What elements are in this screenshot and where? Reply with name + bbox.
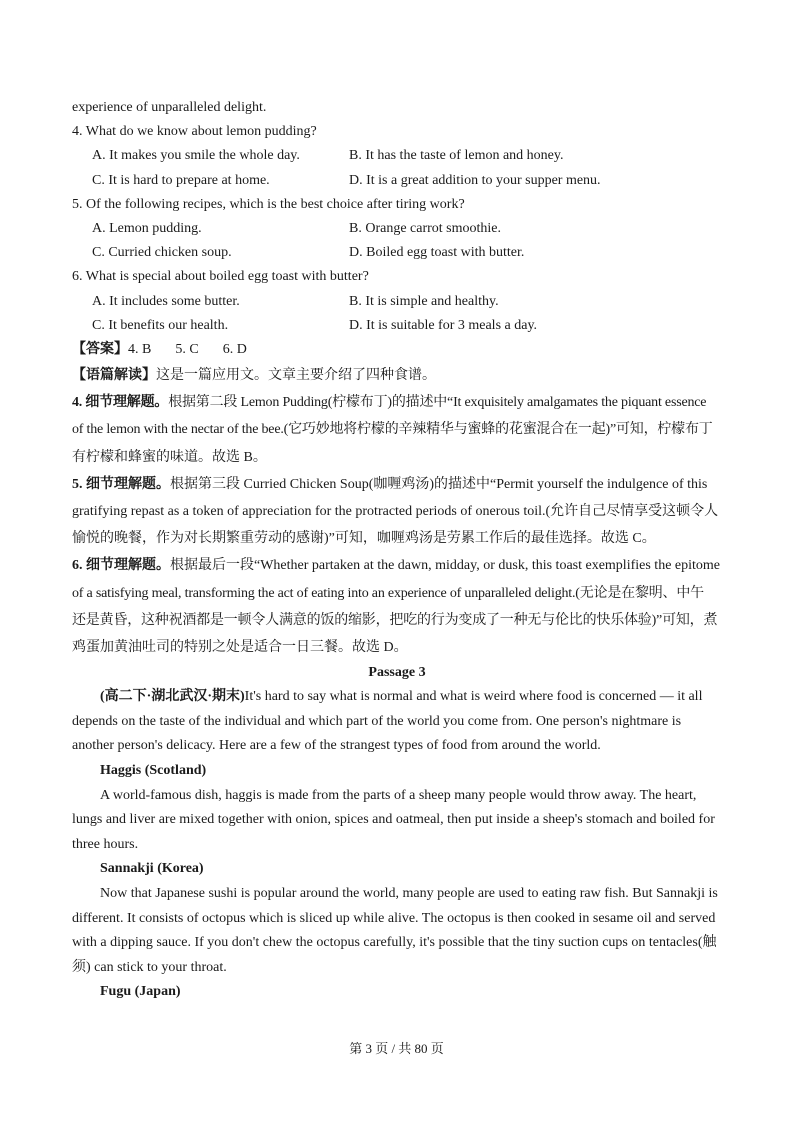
passage-text: another person's delicacy. Here are a few of the strangest types of food from around the world.	[72, 738, 601, 754]
option-b: B. Orange carrot smoothie.	[349, 221, 502, 237]
section-haggis	[72, 759, 722, 857]
section-text: A world-famous dish, haggis is made from the parts of a sheep many people would throw away. The heart,	[100, 787, 697, 803]
option-a: A. It includes some butter.	[92, 293, 240, 309]
option-d: D. It is suitable for 3 meals a day.	[349, 317, 538, 333]
explanation-label: 6. 细节理解题。	[72, 558, 170, 574]
section-heading: Haggis (Scotland)	[100, 763, 207, 779]
passage-title: Passage 3	[368, 665, 426, 681]
explanation-text: gratifying repast as a token of appreciation for the protracted periods of onerous toil.(允许自己尽情享受这顿令人	[72, 504, 719, 520]
explanation-label: 4. 细节理解题。	[72, 395, 169, 411]
passage-source: (高二下·湖北武汉·期末)	[100, 689, 245, 705]
option-c: C. It is hard to prepare at home.	[92, 172, 270, 188]
option-d: D. Boiled egg toast with butter.	[349, 245, 525, 261]
section-sannakji	[72, 857, 722, 980]
option-c: C. It benefits our health.	[92, 317, 229, 333]
question-5	[72, 193, 722, 266]
explanation-text: 还是黄昏，这种祝酒都是一顿令人满意的饭的缩影，把吃的行为变成了一种无与伦比的快乐体验)”可知，煮	[72, 612, 718, 628]
option-b: B. It is simple and healthy.	[349, 293, 499, 309]
section-text: 须) can stick to your throat.	[72, 959, 227, 975]
analysis-text: 这是一篇应用文。文章主要介绍了四种食谱。	[156, 368, 436, 384]
answer-line	[72, 338, 722, 362]
lead-line: experience of unparalleled delight.	[72, 100, 267, 115]
answer-label: 【答案】	[72, 342, 128, 358]
answer-value: 4. B	[128, 342, 152, 358]
question-6	[72, 265, 722, 338]
option-d: D. It is a great addition to your supper menu.	[349, 172, 601, 188]
explanation-text: of the lemon with the nectar of the bee.(它巧妙地将柠檬的辛辣精华与蜜蜂的花蜜混合在一起)”可知，柠檬布丁	[72, 422, 713, 438]
option-b: B. It has the taste of lemon and honey.	[349, 148, 564, 164]
section-text: with a dipping sauce. If you don't chew the octopus carefully, it's possible that the tiny suction cups on tentacles(触	[72, 935, 717, 951]
section-heading: Sannakji (Korea)	[100, 861, 204, 877]
explanation-text: 根据最后一段“Whether partaken at the dawn, midday, or dusk, this toast exemplifies the epitome	[170, 558, 721, 574]
explanation-6	[72, 552, 722, 661]
section-heading: Fugu (Japan)	[100, 984, 181, 1000]
analysis-line	[72, 362, 722, 389]
section-fugu	[72, 980, 722, 1005]
option-a: A. It makes you smile the whole day.	[92, 148, 300, 164]
document-page	[72, 96, 722, 1005]
explanation-5	[72, 471, 722, 553]
option-a: A. Lemon pudding.	[92, 221, 202, 237]
section-text: three hours.	[72, 836, 139, 852]
analysis-label: 【语篇解读】	[72, 368, 156, 384]
question-4	[72, 120, 722, 193]
section-text: Now that Japanese sushi is popular around the world, many people are used to eating raw fish. But Sannakji is	[100, 886, 718, 902]
explanation-text: 愉悦的晚餐，作为对长期繁重劳动的感谢)”可知，咖喱鸡汤是劳累工作后的最佳选择。故选 C。	[72, 531, 656, 547]
explanation-text: of a satisfying meal, transforming the act of eating into an experience of unparalleled delight.(无论是在黎明、中午	[72, 585, 704, 601]
passage-text: depends on the taste of the individual and which part of the world you come from. One person's nightmare is	[72, 713, 682, 729]
option-c: C. Curried chicken soup.	[92, 245, 232, 261]
question-stem: 6. What is special about boiled egg toast with butter?	[72, 269, 369, 285]
passage-intro	[72, 685, 722, 759]
explanation-text: 根据第二段 Lemon Pudding(柠檬布丁)的描述中“It exquisitely amalgamates the piquant essence	[168, 395, 707, 411]
explanation-text: 鸡蛋加黄油吐司的特别之处是适合一日三餐。故选 D。	[72, 640, 408, 656]
explanation-text: 根据第三段 Curried Chicken Soup(咖喱鸡汤)的描述中“Permit yourself the indulgence of this	[170, 476, 708, 492]
question-stem: 5. Of the following recipes, which is the best choice after tiring work?	[72, 196, 465, 212]
answer-value: 5. C	[175, 342, 199, 358]
question-stem: 4. What do we know about lemon pudding?	[72, 124, 317, 140]
explanation-text: 有柠檬和蜂蜜的味道。故选 B。	[72, 449, 267, 465]
section-text: different. It consists of octopus which is sliced up while alive. The octopus is then cooked in sesame oil and served	[72, 910, 716, 926]
passage-text: It's hard to say what is normal and what is weird where food is concerned — it all	[244, 689, 703, 705]
explanation-4	[72, 389, 722, 471]
page-footer: 第 3 页 / 共 80 页	[349, 1041, 444, 1056]
section-text: lungs and liver are mixed together with onion, spices and oatmeal, then put inside a sheep's stomach and boiled for	[72, 812, 715, 828]
answer-value: 6. D	[222, 342, 247, 358]
explanation-label: 5. 细节理解题。	[72, 476, 170, 492]
